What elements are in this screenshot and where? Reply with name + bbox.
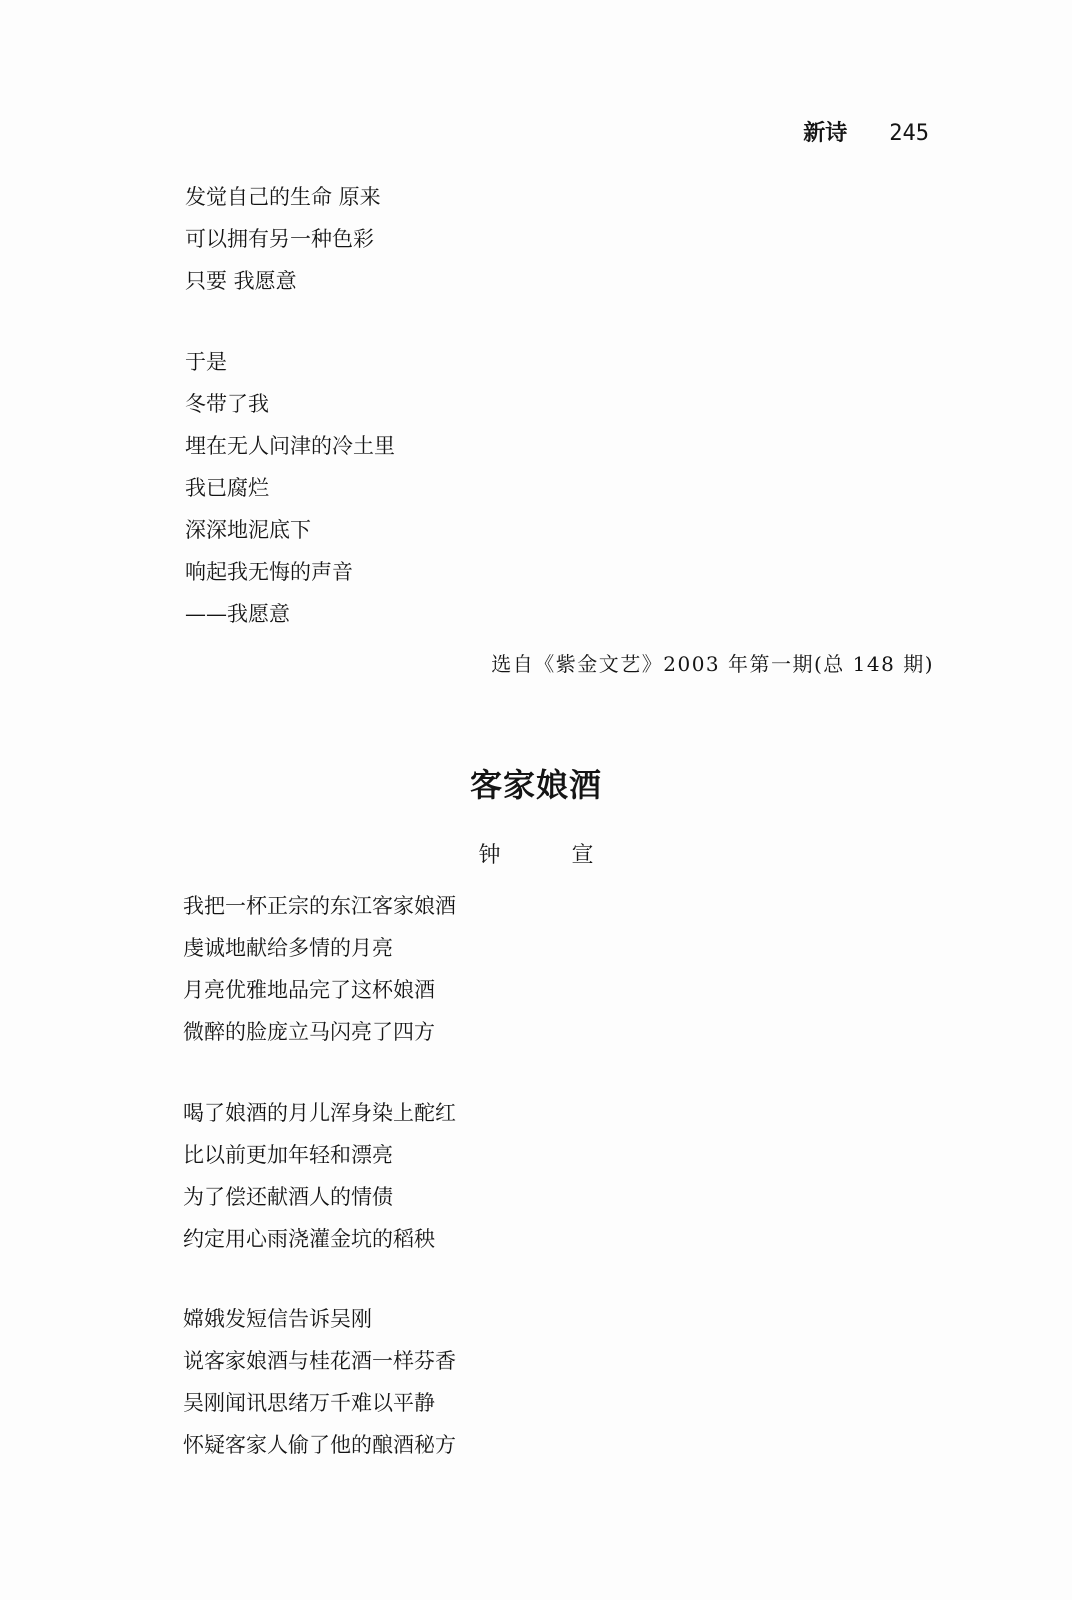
poem-line: 吴刚闻讯思绪万千难以平静: [183, 1391, 435, 1415]
poem1-stanza-1: [185, 176, 381, 302]
poem-author: 钟 宣: [478, 843, 626, 868]
poem-line: 埋在无人问津的冷土里: [185, 434, 395, 458]
poem-line: 我把一杯正宗的东江客家娘酒: [183, 894, 456, 918]
page-number: 245: [889, 121, 929, 146]
poem-title: 客家娘酒: [469, 766, 602, 804]
poem-line: 可以拥有另一种色彩: [185, 227, 374, 251]
poem-line: 响起我无悔的声音: [185, 560, 353, 584]
poem2-stanza-3: [183, 1298, 456, 1466]
poem-line: 于是: [185, 350, 227, 374]
poem-line: ——我愿意: [185, 602, 290, 626]
running-header: [803, 116, 929, 147]
poem-line: 发觉自己的生命 原来: [185, 185, 381, 209]
poem-line: 只要 我愿意: [185, 269, 297, 293]
poem-line: 怀疑客家人偷了他的酿酒秘方: [183, 1433, 456, 1457]
poem-line: 月亮优雅地品完了这杯娘酒: [183, 978, 435, 1002]
poem-line: 喝了娘酒的月儿浑身染上酡红: [183, 1101, 456, 1125]
poem2-stanza-1: [183, 885, 456, 1053]
poem2-stanza-2: [183, 1092, 456, 1260]
poem-line: 我已腐烂: [185, 476, 269, 500]
poem-line: 深深地泥底下: [185, 518, 311, 542]
source-citation: 选自《紫金文艺》2003 年第一期(总 148 期): [491, 652, 934, 676]
poem-line: 虔诚地献给多情的月亮: [183, 936, 393, 960]
poem-line: 说客家娘酒与桂花酒一样芬香: [183, 1349, 456, 1373]
poem-line: 比以前更加年轻和漂亮: [183, 1143, 393, 1167]
section-title: 新诗: [803, 121, 848, 146]
poem1-stanza-2: [185, 341, 395, 635]
poem-line: 嫦娥发短信告诉吴刚: [183, 1307, 372, 1331]
poem-line: 冬带了我: [185, 392, 269, 416]
poem-line: 微醉的脸庞立马闪亮了四方: [183, 1020, 435, 1044]
poem-line: 约定用心雨浇灌金坑的稻秧: [183, 1227, 435, 1251]
poem-line: 为了偿还献酒人的情债: [183, 1185, 393, 1209]
